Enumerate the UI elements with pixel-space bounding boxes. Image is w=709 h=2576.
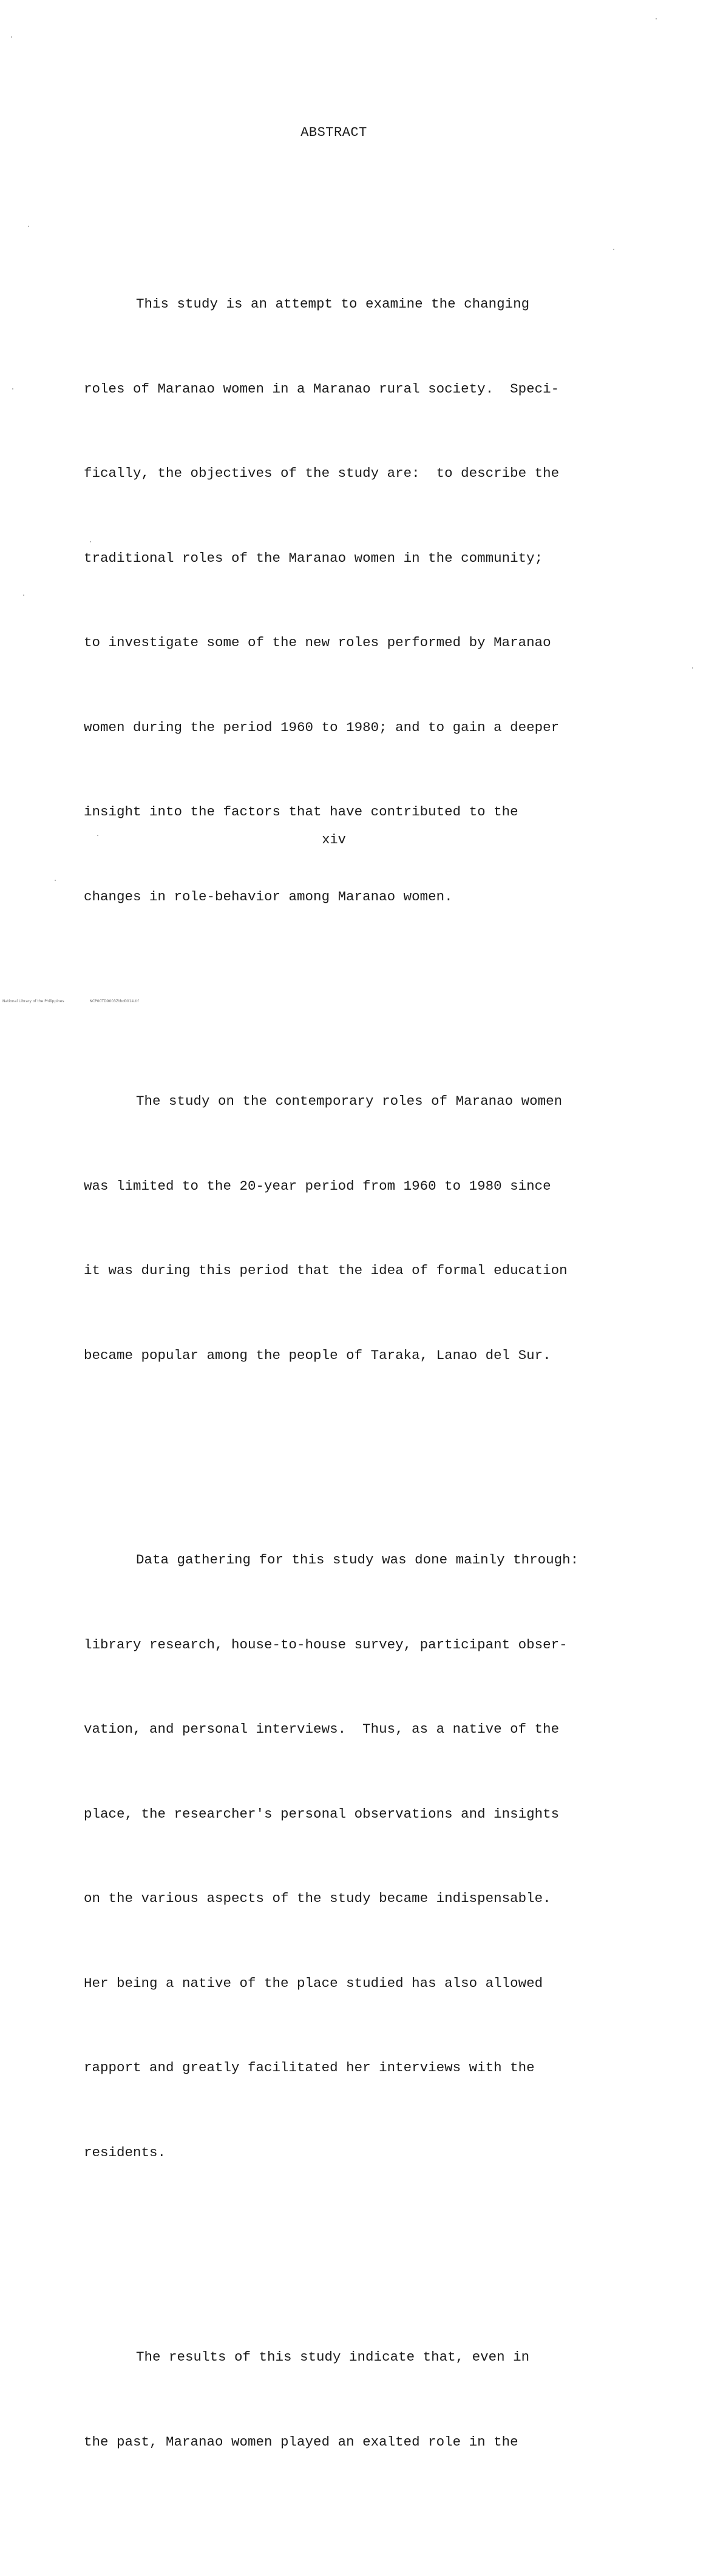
text-line: Data gathering for this study was done mainly through: [136,1552,579,1568]
scan-speck [11,36,12,38]
scan-speck [23,595,24,596]
abstract-body [84,177,600,2576]
text-line: The results of this study indicate that, even in [136,2349,530,2365]
scan-speck [55,880,56,881]
text-line: it was during this period that the idea of formal education [84,1263,568,1278]
footer-library: National Library of the Philippines [2,999,64,1003]
text-line: rapport and greatly facilitated her interviews with the [84,2060,535,2075]
text-line: roles of Maranao women in a Maranao rural society. Speci- [84,380,560,397]
text-line: traditional roles of the Maranao women in the community; [84,550,543,566]
text-line: residents. [84,2144,166,2160]
scan-speck [90,541,91,542]
text-line: became popular among the people of Taraka, Lanao del Sur. [84,1347,551,1363]
scan-speck [97,835,98,836]
paragraph [84,1031,600,1426]
footer-file-id: NCP00TD9003Zthd0014.tif [89,999,139,1003]
text-line: This study is an attempt to examine the changing [136,296,530,312]
scan-footer [2,999,163,1003]
text-line: women during the period 1960 to 1980; and to gain a deeper [84,719,560,735]
text-line: to investigate some of the new roles performed by Maranao [84,635,551,650]
text-line: the past, Maranao women played an exalted role in the [84,2433,518,2450]
page-title: ABSTRACT [300,125,367,140]
page-number: xiv [322,832,346,848]
text-line: library research, house-to-house survey, participant obser- [84,1636,568,1653]
scan-speck [613,249,614,250]
text-line: insight into the factors that have contributed to the [84,804,518,820]
text-line: fically, the objectives of the study are: to describe the [84,465,560,481]
text-line: was limited to the 20-year period from 1960 to 1980 since [84,1178,551,1194]
text-line: The study on the contemporary roles of Maranao women [136,1093,563,1109]
text-line: Her being a native of the place studied has also allowed [84,1975,543,1991]
paragraph [84,234,600,967]
paragraph [84,1489,600,2223]
scan-speck [12,388,13,389]
paragraph [84,2287,600,2512]
text-line: changes in role-behavior among Maranao women. [84,888,453,905]
text-line: on the various aspects of the study became indispensable. [84,1890,551,1906]
scan-speck [656,18,657,19]
text-line: place, the researcher's personal observations and insights [84,1806,560,1822]
text-line: vation, and personal interviews. Thus, as a native of the [84,1721,560,1737]
scan-speck [28,226,29,227]
scan-speck [692,667,693,669]
